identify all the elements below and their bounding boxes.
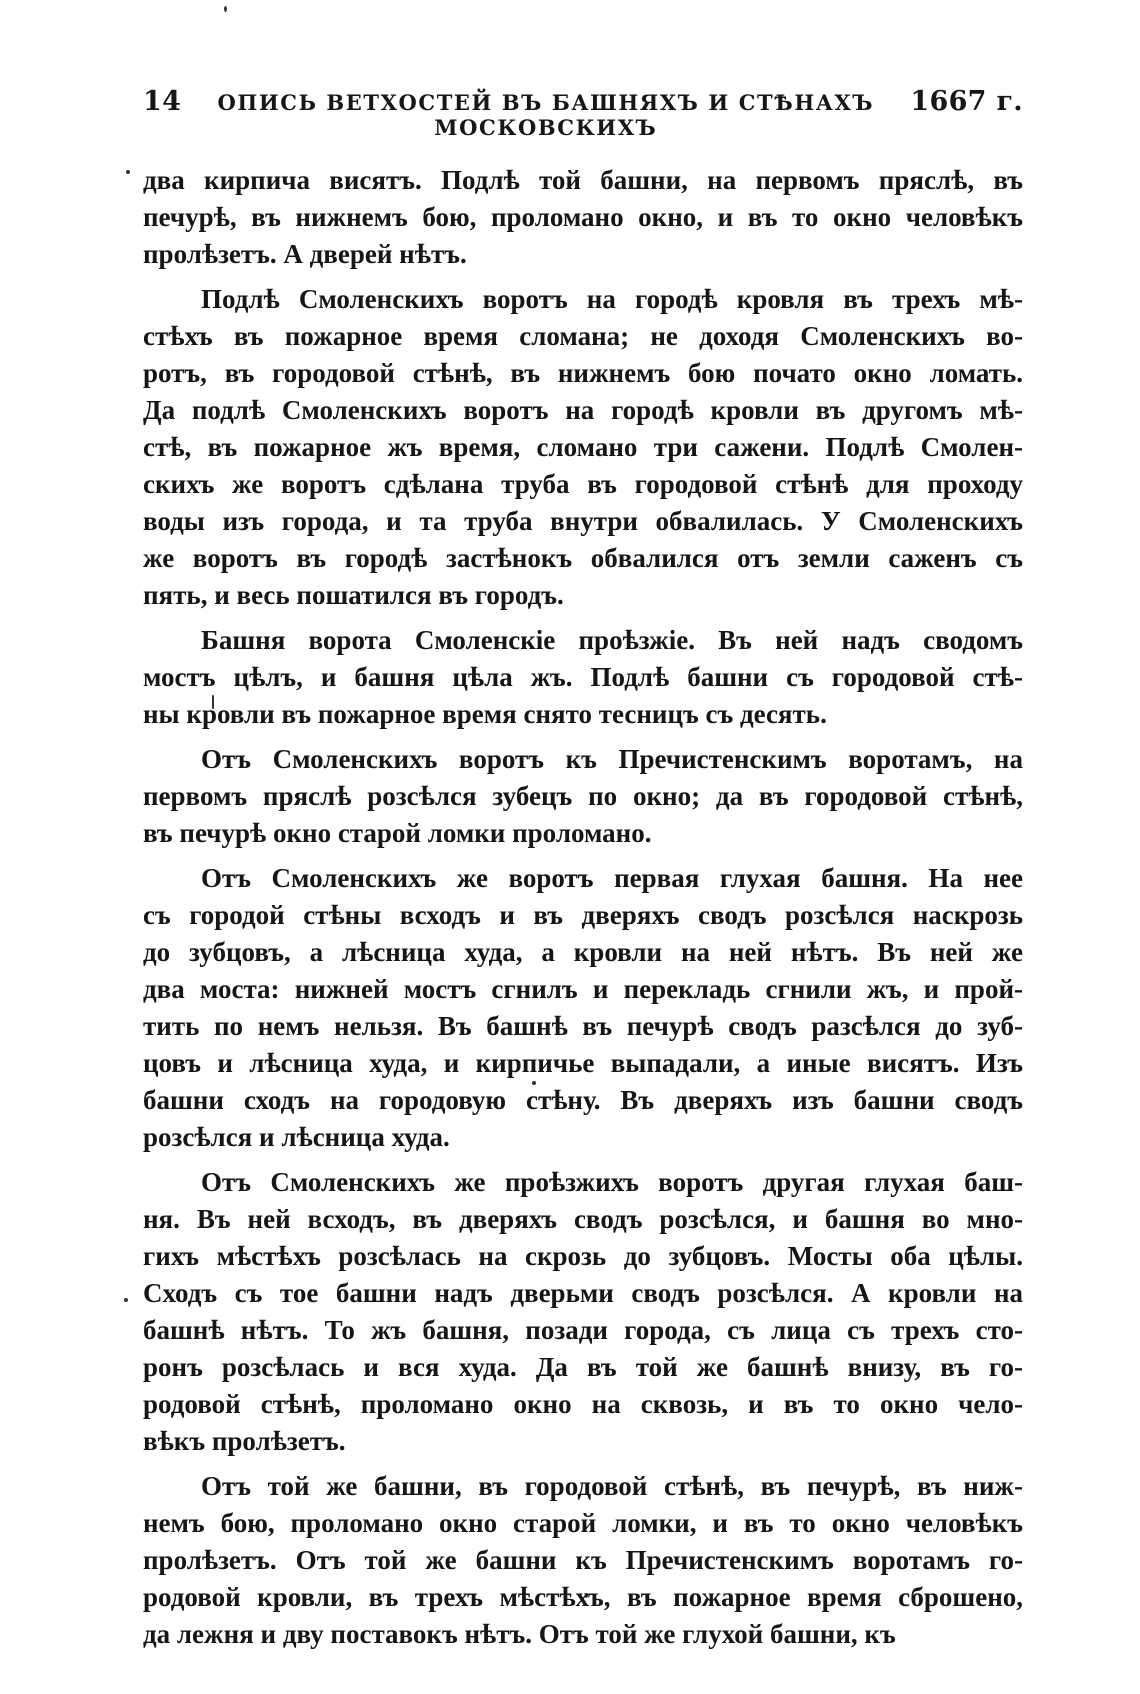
body-text [143,162,1023,1653]
scan-speck [224,6,227,12]
text-line: Да подлѣ Смоленскихъ воротъ на городѣ кровли въ другомъ мѣ- [143,395,1023,425]
text-line: Сходъ съ тое башни надъ дверьми сводъ розсѣлся. А кровли на [143,1278,1023,1308]
paragraph [143,860,1023,1156]
text-line: Отъ Смоленскихъ же проѣзжихъ воротъ другая глухая баш- [201,1167,1023,1197]
text-line: же воротъ въ городѣ застѣнокъ обвалился отъ земли саженъ съ [143,543,1023,573]
text-line: розсѣлся и лѣсница худа. [143,1122,450,1152]
scan-speck [126,170,130,174]
text-line: родовой стѣнѣ, проломано окно на сквозь, и въ то окно чело- [143,1389,1023,1419]
text-line: печурѣ, въ нижнемъ бою, проломано окно, и въ то окно человѣкъ [143,202,1023,232]
text-line: пять, и весь пошатился въ городъ. [143,580,564,610]
text-line: ня. Въ ней всходъ, въ дверяхъ сводъ розсѣлся, и башня во мно- [143,1204,1023,1234]
paragraph [143,741,1023,852]
text-line: до зубцовъ, а лѣсница худа, а кровли на ней нѣтъ. Въ ней же [143,937,1023,967]
text-line: Отъ Смоленскихъ воротъ къ Пречистенскимъ воротамъ, на [201,744,1023,774]
text-line: родовой кровли, въ трехъ мѣстѣхъ, въ пожарное время сброшено, [143,1582,1023,1612]
text-line: ротъ, въ городовой стѣнѣ, въ нижнемъ бою почато окно ломать. [143,358,1023,388]
text-line: цовъ и лѣсница худа, и кирпичье выпадали, а иные висятъ. Изъ [143,1048,1023,1078]
text-line: Подлѣ Смоленскихъ воротъ на городѣ кровля въ трехъ мѣ- [201,284,1023,314]
book-page [143,86,1023,1661]
running-head [143,86,1023,140]
running-year: 1667 г. [910,86,1023,117]
text-line: башни сходъ на городовую стѣну. Въ дверяхъ изъ башни сводъ [143,1085,1023,1115]
running-title: ОПИСЬ ВЕТХОСТЕЙ ВЪ БАШНЯХЪ И СТѢНАХЪ МОСКОВСКИХЪ [217,90,875,140]
text-line: стѣхъ въ пожарное время сломана; не доходя Смоленскихъ во- [143,321,1023,351]
paragraph [143,281,1023,614]
text-line: вѣкъ пролѣзетъ. [143,1426,346,1456]
paragraph [143,622,1023,733]
paragraph [143,1164,1023,1460]
text-line: съ городой стѣны всходъ и въ дверяхъ сводъ розсѣлся наскрозь [143,900,1023,930]
text-line: Башня ворота Смоленскіе проѣзжіе. Въ ней надъ сводомъ [201,625,1023,655]
text-line: Отъ той же башни, въ городовой стѣнѣ, въ печурѣ, въ ниж- [201,1471,1023,1501]
text-line: ны кровли въ пожарное время снято тесницъ съ десять. [143,699,827,729]
text-line: немъ бою, проломано окно старой ломки, и въ то окно человѣкъ [143,1508,1023,1538]
text-line: тить по немъ нельзя. Въ башнѣ въ печурѣ сводъ разсѣлся до зуб- [143,1011,1023,1041]
text-line: ронъ розсѣлась и вся худа. Да въ той же башнѣ внизу, въ го- [143,1352,1023,1382]
text-line: первомъ пряслѣ розсѣлся зубецъ по окно; да въ городовой стѣнѣ, [143,781,1023,811]
text-line: пролѣзетъ. Отъ той же башни къ Пречистенскимъ воротамъ го- [143,1545,1023,1575]
text-line: мостъ цѣлъ, и башня цѣла жъ. Подлѣ башни съ городовой стѣ- [143,662,1023,692]
text-line: да лежня и дву поставокъ нѣтъ. Отъ той же глухой башни, къ [143,1619,896,1649]
text-line: стѣ, въ пожарное жъ время, сломано три сажени. Подлѣ Смолен- [143,432,1023,462]
text-line: въ печурѣ окно старой ломки проломано. [143,818,652,848]
text-line: гихъ мѣстѣхъ розсѣлась на скрозь до зубцовъ. Мосты оба цѣлы. [143,1241,1023,1271]
page-number: 14 [143,86,182,117]
paragraph [143,162,1023,273]
scan-speck [124,1298,128,1302]
paragraph [143,1468,1023,1653]
text-line: два моста: нижней мостъ сгнилъ и перекладь сгнили жъ, и прой- [143,974,1023,1004]
text-line: воды изъ города, и та труба внутри обвалилась. У Смоленскихъ [143,506,1023,536]
text-line: пролѣзетъ. А дверей нѣтъ. [143,239,467,269]
text-line: скихъ же воротъ сдѣлана труба въ городовой стѣнѣ для проходу [143,469,1023,499]
text-line: башнѣ нѣтъ. То жъ башня, позади города, съ лица съ трехъ сто- [143,1315,1023,1345]
text-line: Отъ Смоленскихъ же воротъ первая глухая башня. На нее [201,863,1023,893]
text-line: два кирпича висятъ. Подлѣ той башни, на первомъ пряслѣ, въ [143,165,1023,195]
